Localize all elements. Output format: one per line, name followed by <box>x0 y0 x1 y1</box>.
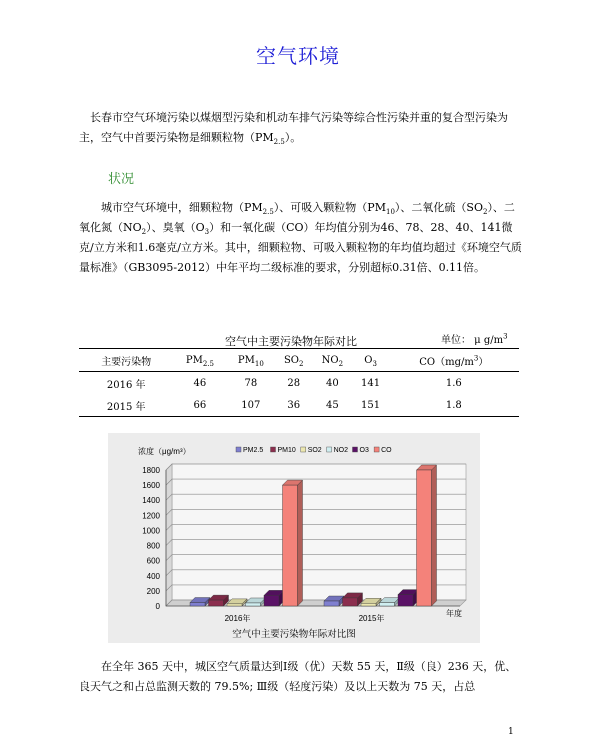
intro-paragraph <box>79 108 524 148</box>
bar <box>264 595 279 606</box>
closing-paragraph: 在全年 365 天中，城区空气质量达到Ⅰ级（优）天数 55 天，Ⅱ级（良）236 天，优、良天气之和占总监测天数的 79.5%; Ⅲ级（轻度污染）及以上天数为 75 天，占总 <box>79 660 517 693</box>
cell-value: 46 <box>193 377 207 389</box>
row-year: 2015 年 <box>106 401 146 413</box>
legend-label: O3 <box>359 447 369 454</box>
cell-value: 45 <box>325 399 339 411</box>
legend-label: CO <box>381 447 392 454</box>
legend-label: SO2 <box>307 447 322 454</box>
bar <box>190 603 205 606</box>
status-text-2: ）、可吸入颗粒物（PM <box>273 201 386 214</box>
bar <box>417 470 432 606</box>
y-tick-label: 400 <box>146 571 160 581</box>
status-text-4: ）、二氧化氮（NO <box>79 201 515 234</box>
cell-value: 28 <box>287 377 301 389</box>
status-paragraph <box>79 198 524 278</box>
header-no2-base: NO <box>321 354 339 366</box>
y-tick-label: 600 <box>146 556 160 566</box>
bar <box>209 600 224 606</box>
header-pm25 <box>173 349 226 372</box>
cell-value: 78 <box>244 377 258 389</box>
unit-sup: 3 <box>503 332 508 341</box>
status-text-5: ）、臭氧（O <box>146 221 205 234</box>
header-pm25-sub: 2.5 <box>202 359 214 368</box>
y-tick-label: 1600 <box>142 481 160 491</box>
header-label: 主要污染物 <box>101 356 152 368</box>
header-pm10-sub: 10 <box>254 359 264 368</box>
y-tick-label: 1200 <box>142 511 160 521</box>
table-row <box>79 372 519 395</box>
bar <box>398 595 413 606</box>
cell-value: 107 <box>241 399 261 411</box>
status-sub-4: 2 <box>141 228 147 237</box>
unit-text: 单位： μ g/m <box>441 335 504 346</box>
plot-side-wall <box>166 464 172 606</box>
bar <box>343 598 358 606</box>
legend-swatch <box>374 447 379 452</box>
pollutant-chart <box>108 433 480 643</box>
intro-text-b: ）。 <box>284 131 302 144</box>
page-number: 1 <box>508 727 514 737</box>
legend-label: NO2 <box>333 447 349 454</box>
intro-text-a: 长春市空气环境污染以煤烟型污染和机动车排气污染等综合性污染并重的复合型污染为主，空气中首要污染物是细颗粒物（PM <box>79 111 508 144</box>
status-sub-3: 2 <box>482 208 488 217</box>
table-header-row <box>79 349 519 372</box>
legend-swatch <box>271 447 276 452</box>
status-sub-2: 10 <box>385 208 395 217</box>
cell-value: 66 <box>193 399 207 411</box>
legend-swatch <box>301 447 306 452</box>
chart-svg <box>108 433 480 643</box>
header-o3-base: O <box>364 354 373 366</box>
intro-sub: 2.5 <box>273 138 285 147</box>
y-tick-label: 1800 <box>142 466 160 475</box>
legend-label: PM10 <box>277 447 296 454</box>
y-tick-label: 0 <box>155 602 160 611</box>
bar <box>380 603 395 606</box>
status-sub-1: 2.5 <box>262 208 274 217</box>
legend-swatch <box>353 447 358 452</box>
header-co-base: CO（mg/m <box>419 356 474 368</box>
cell-value: 141 <box>361 377 381 389</box>
bar-side <box>432 465 437 606</box>
table-row <box>79 394 519 417</box>
header-no2-sub: 2 <box>338 359 344 368</box>
bar-side <box>298 480 303 606</box>
header-o3-sub: 3 <box>372 359 377 368</box>
bar <box>361 603 376 606</box>
header-no2 <box>312 349 352 372</box>
cell-value: 36 <box>287 399 301 411</box>
bar <box>283 485 298 606</box>
bar <box>227 604 242 606</box>
chart-title: 空气中主要污染物年际对比图 <box>232 629 356 640</box>
x-tick-label: 2016年 <box>224 614 251 623</box>
header-so2 <box>275 349 312 372</box>
x-axis-label: 年度 <box>446 609 462 618</box>
cell-value: 1.8 <box>445 399 462 411</box>
header-o3 <box>353 349 389 372</box>
header-pm25-base: PM <box>185 354 203 366</box>
header-so2-sub: 2 <box>299 359 304 368</box>
page-title: 空气环境 <box>256 44 340 68</box>
y-tick-label: 800 <box>146 541 160 551</box>
y-tick-label: 1000 <box>142 526 160 536</box>
section-heading: 状况 <box>108 172 135 187</box>
status-text-6: ）和一氧化碳（CO）年均值分别为46、78、28、40、141微克/立方米和1.6毫克/立方米。其中，细颗粒物、可吸入颗粒物的年均值均超过《环境空气质量标准》（GB3095-2012）中年平均二级标准的要求，分别超标0.31倍、0.11倍。 <box>79 221 522 274</box>
cell-value: 1.6 <box>445 377 462 389</box>
bar <box>324 601 339 606</box>
x-tick-label: 2015年 <box>358 614 385 623</box>
header-so2-base: SO <box>283 354 299 366</box>
header-co-sup: 3 <box>473 354 479 363</box>
table-unit <box>441 331 508 346</box>
cell-value: 151 <box>361 399 381 411</box>
table-caption: 空气中主要污染物年际对比 <box>225 335 357 348</box>
status-text-1: 城市空气环境中，细颗粒物（PM <box>101 201 263 214</box>
header-co-end: ） <box>478 356 489 368</box>
bar <box>246 603 261 606</box>
legend-swatch <box>236 447 241 452</box>
y-axis-label: 浓度（μg/m³） <box>138 447 191 456</box>
header-pm10 <box>226 349 275 372</box>
status-sub-5: 3 <box>204 228 210 237</box>
header-pm10-base: PM <box>237 354 255 366</box>
legend-swatch <box>327 447 332 452</box>
y-tick-label: 200 <box>146 586 160 596</box>
row-year: 2016 年 <box>106 379 146 391</box>
header-co <box>389 349 519 372</box>
pollutant-table <box>79 348 519 417</box>
status-text-3: ）、二氧化硫（SO <box>394 201 483 214</box>
cell-value: 40 <box>325 377 339 389</box>
y-tick-label: 1400 <box>142 496 160 506</box>
legend-label: PM2.5 <box>243 447 264 454</box>
